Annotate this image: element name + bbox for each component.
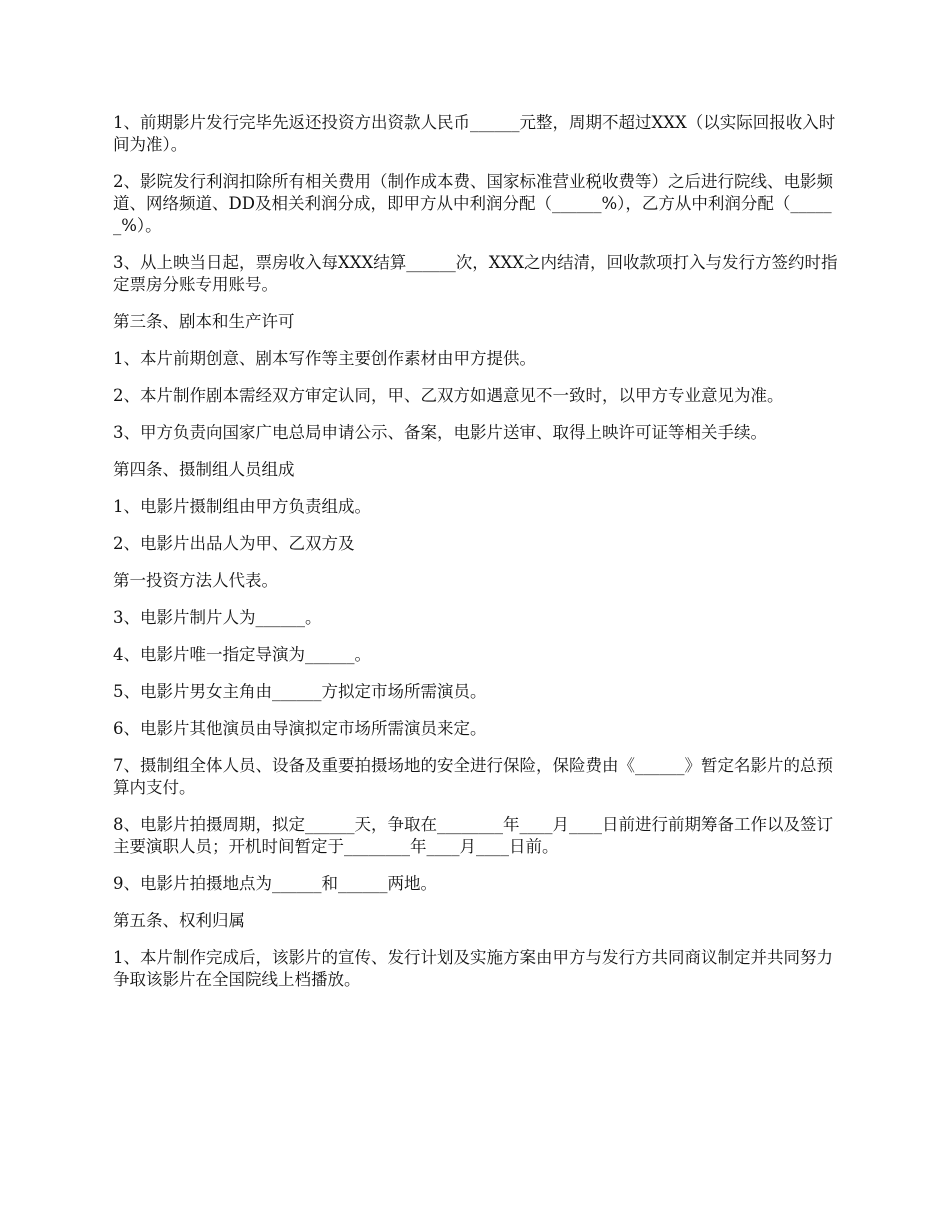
paragraph-2: 2、影院发行利润扣除所有相关费用（制作成本费、国家标准营业税收费等）之后进行院线、电影频道、网络频道、DD及相关利润分成，即甲方从中利润分配（______%），乙方从中利润分配（______%）。 [113,172,833,235]
paragraph-17: 8、电影片拍摄周期，拟定______天，争取在________年____月____日前进行前期筹备工作以及签订主要演职人员；开机时间暂定于________年____月____日前。 [113,815,833,856]
paragraph-10: 2、电影片出品人为甲、乙双方及 [113,534,355,553]
paragraph-6: 2、本片制作剧本需经双方审定认同，甲、乙双方如遇意见不一致时，以甲方专业意见为准。 [113,386,784,405]
paragraph-13: 4、电影片唯一指定导演为______。 [113,645,371,664]
paragraph-18: 9、电影片拍摄地点为______和______两地。 [113,874,437,893]
section-heading-3: 第三条、剧本和生产许可 [113,312,295,331]
document-page [113,112,843,1006]
paragraph-3: 3、从上映当日起，票房收入每XXX结算______次，XXX之内结清，回收款项打入与发行方签约时指定票房分账专用账号。 [113,253,838,294]
paragraph-5: 1、本片前期创意、剧本写作等主要创作素材由甲方提供。 [113,349,536,368]
section-heading-4: 第四条、摄制组人员组成 [113,460,295,479]
paragraph-11: 第一投资方法人代表。 [113,571,278,590]
paragraph-1: 1、前期影片发行完毕先返还投资方出资款人民币______元整，周期不超过XXX（以实际回报收入时间为准）。 [113,113,836,154]
paragraph-14: 5、电影片男女主角由______方拟定市场所需演员。 [113,682,487,701]
paragraph-16: 7、摄制组全体人员、设备及重要拍摄场地的安全进行保险，保险费由《______》暂定名影片的总预算内支付。 [113,756,833,797]
paragraph-9: 1、电影片摄制组由甲方负责组成。 [113,497,371,516]
paragraph-7: 3、甲方负责向国家广电总局申请公示、备案，电影片送审、取得上映许可证等相关手续。 [113,423,767,442]
paragraph-15: 6、电影片其他演员由导演拟定市场所需演员来定。 [113,719,487,738]
section-heading-5: 第五条、权利归属 [113,911,245,930]
paragraph-20: 1、本片制作完成后，该影片的宣传、发行计划及实施方案由甲方与发行方共同商议制定并共同努力争取该影片在全国院线上档播放。 [113,948,833,989]
paragraph-12: 3、电影片制片人为______。 [113,608,322,627]
